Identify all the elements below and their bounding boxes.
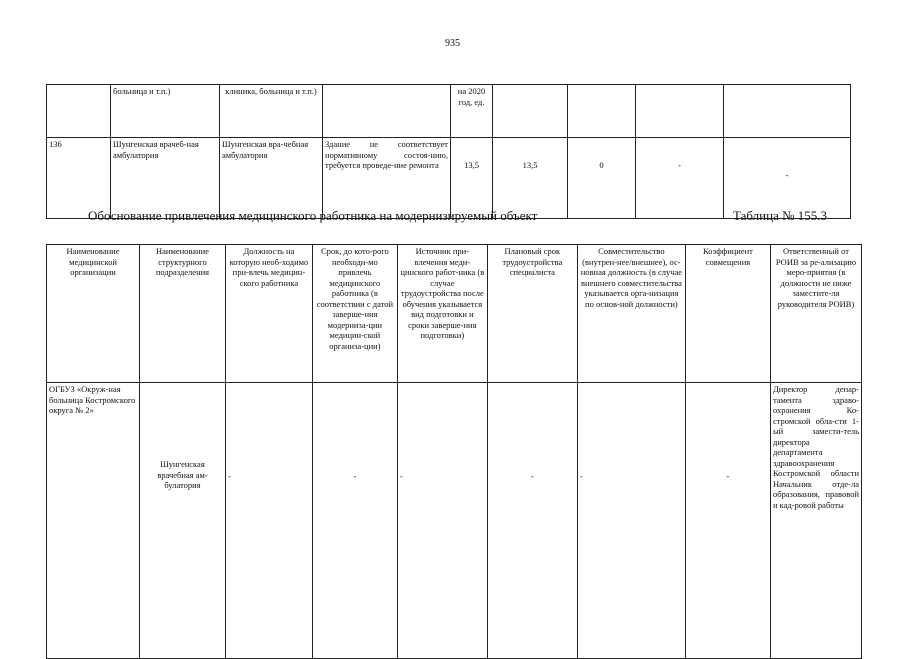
cell-combination: - <box>577 383 685 659</box>
cell: на 2020 год, ед. <box>451 85 493 138</box>
column-header: Коэффициент совмещения <box>686 245 771 383</box>
column-header: Плановый срок трудоустройства специалиста <box>487 245 577 383</box>
cell: Здание не соответствует нормативному состоя-нию, требуется проведе-ние ремонта <box>323 138 451 219</box>
table-number: Таблица № 155.3 <box>733 208 828 223</box>
cell: - <box>636 138 724 219</box>
cell: 13,5 <box>451 138 493 219</box>
cell-source: - <box>397 383 487 659</box>
page-number: 935 <box>445 38 460 49</box>
cell-deadline: - <box>312 383 397 659</box>
column-header: Наименование структурного подразделения <box>140 245 226 383</box>
column-header: Наименование медицинской организации <box>47 245 140 383</box>
cell-org: ОГБУЗ «Окруж-ная больница Костромского округа № 2» <box>47 383 140 659</box>
column-header: Срок, до кото-рого необходи-мо привлечь медицинского работника (в соответствии с датой заверше-ния модерниза-ции медицин-ской организа-ции) <box>312 245 397 383</box>
table-row <box>47 85 851 138</box>
column-header: Должность на которую необ-ходимо при-влечь медицин-ского работника <box>225 245 312 383</box>
table-row <box>47 383 862 659</box>
cell-position: - <box>225 383 312 659</box>
cell-responsible: Директор депар-тамента здраво-охранения Ко-стромской обла-сти 1-ый замести-тель директора департамента здравоохранения Костромской области Начальник отде-ла образования, правовой и кад-ровой работы <box>770 383 861 659</box>
column-header: Источник при-влечения меди-цинского работ-ника (в случае трудоустройства после обучения указывается вид подготовки и сроки заверше-ния подготовки) <box>397 245 487 383</box>
cell: клиника, больница и т.п.) <box>220 85 323 138</box>
top-table <box>46 84 851 219</box>
table-row <box>47 138 851 219</box>
cell-unit: Шунгенская врачебная ам-булатория <box>140 383 226 659</box>
cell: больница и т.п.) <box>111 85 220 138</box>
cell: 13,5 <box>493 138 568 219</box>
table-caption: Обоснование привлечения медицинского работника на модернизируемый объект <box>88 208 538 223</box>
cell-planned: - <box>487 383 577 659</box>
cell: 0 <box>568 138 636 219</box>
main-table <box>46 244 862 659</box>
row-number: 136 <box>47 138 111 219</box>
table-header-row <box>47 245 862 383</box>
cell: - <box>724 138 851 219</box>
column-header: Ответственный от РОИВ за ре-ализацию меро-приятия (в должности не ниже заместите-ля руководителя РОИВ) <box>770 245 861 383</box>
cell: Шунгенская вра-чебная амбулатория <box>220 138 323 219</box>
cell: Шунгенская врачеб-ная амбулатория <box>111 138 220 219</box>
cell-coef: - <box>686 383 771 659</box>
column-header: Совместительство (внутрен-нее/внешнее), ос-новная должность (в случае внешнего совместительства указывается орга-низация по основ-ной должности) <box>577 245 685 383</box>
